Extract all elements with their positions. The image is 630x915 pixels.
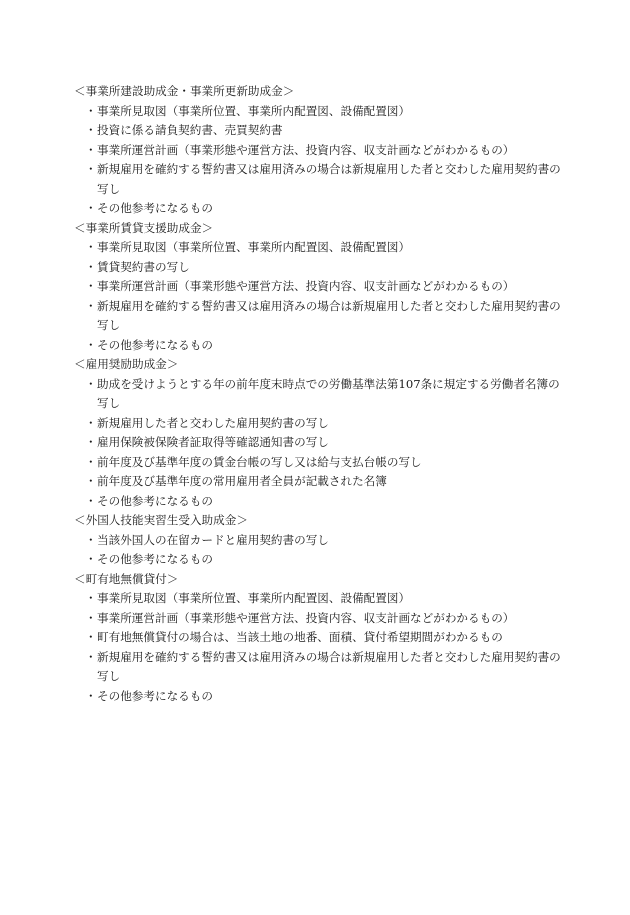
item-text: その他参考になるもの [97,337,213,352]
item-text: 雇用保険被保険者証取得等確認通知書の写し [97,435,329,449]
document-page [74,82,564,706]
list-item [74,472,564,492]
list-item [74,277,564,297]
requirements-list [74,531,564,570]
list-item [74,492,564,512]
bullet: ・ [85,454,97,469]
item-text: その他参考になるもの [97,493,213,508]
list-item [74,102,564,122]
section-rental-subsidy [74,219,564,356]
item-text: その他参考になるもの [97,201,213,215]
list-item [74,648,564,687]
bullet: ・ [85,552,97,566]
requirements-list [74,102,564,219]
item-text: 当該外国人の在留カードと雇用契約書の写し [97,532,329,547]
list-item [74,258,564,278]
section-heading: ＜雇用奨励助成金＞ [74,357,179,371]
list-item [74,141,564,161]
bullet: ・ [85,532,97,547]
item-text: 事業所見取図（事業所位置、事業所内配置図、設備配置図） [97,103,411,118]
section-employment-subsidy [74,355,564,511]
section-heading: ＜町有地無償貸付＞ [74,571,179,586]
bullet: ・ [85,279,97,293]
list-item [74,687,564,707]
bullet: ・ [85,435,97,449]
item-text: 事業所見取図（事業所位置、事業所内配置図、設備配置図） [97,240,411,254]
list-item [74,297,564,336]
item-text: 賃貸契約書の写し [97,259,190,274]
list-item [74,453,564,473]
item-text: 助成を受けようとする年の前年度末時点での労働基準法第107条に規定する労働者名簿の写し [97,376,560,410]
bullet: ・ [85,298,97,313]
item-text: 前年度及び基準年度の常用雇用者全員が記載された名簿 [97,474,387,488]
list-item [74,414,564,434]
item-text: その他参考になるもの [97,688,213,703]
bullet: ・ [85,415,97,430]
bullet: ・ [85,474,97,488]
bullet: ・ [85,591,97,605]
item-text: 事業所運営計画（事業形態や運営方法、投資内容、収支計画などがわかるもの） [97,279,515,293]
list-item [74,336,564,356]
bullet: ・ [85,610,97,625]
section-heading: ＜事業所建設助成金・事業所更新助成金＞ [74,84,295,98]
bullet: ・ [85,201,97,215]
bullet: ・ [85,123,97,137]
item-text: 新規雇用した者と交わした雇用契約書の写し [97,415,329,430]
bullet: ・ [85,103,97,118]
item-text: 町有地無償貸付の場合は、当該土地の地番、面積、貸付希望期間がわかるもの [97,630,503,644]
section-heading: ＜事業所賃貸支援助成金＞ [74,220,214,235]
bullet: ・ [85,337,97,352]
requirements-list [74,375,564,512]
bullet: ・ [85,376,97,391]
item-text: 事業所見取図（事業所位置、事業所内配置図、設備配置図） [97,591,411,605]
item-text: 新規雇用を確約する誓約書又は雇用済みの場合は新規雇用した者と交わした雇用契約書の写し [97,298,561,332]
item-text: 事業所運営計画（事業形態や運営方法、投資内容、収支計画などがわかるもの） [97,610,515,625]
list-item [74,199,564,219]
bullet: ・ [85,630,97,644]
section-trainee-subsidy [74,511,564,570]
list-item [74,160,564,199]
item-text: 事業所運営計画（事業形態や運営方法、投資内容、収支計画などがわかるもの） [97,142,515,157]
section-heading: ＜外国人技能実習生受入助成金＞ [74,513,248,527]
item-text: その他参考になるもの [97,552,213,566]
section-building-subsidy [74,82,564,219]
requirements-list [74,589,564,706]
bullet: ・ [85,240,97,254]
list-item [74,433,564,453]
bullet: ・ [85,493,97,508]
item-text: 新規雇用を確約する誓約書又は雇用済みの場合は新規雇用した者と交わした雇用契約書の写し [97,162,561,196]
list-item [74,628,564,648]
list-item [74,589,564,609]
list-item [74,375,564,414]
item-text: 投資に係る請負契約書、売買契約書 [97,123,283,137]
list-item [74,531,564,551]
section-land-loan [74,570,564,707]
list-item [74,121,564,141]
bullet: ・ [85,142,97,157]
bullet: ・ [85,162,97,176]
list-item [74,238,564,258]
bullet: ・ [85,259,97,274]
requirements-list [74,238,564,355]
item-text: 新規雇用を確約する誓約書又は雇用済みの場合は新規雇用した者と交わした雇用契約書の写し [97,649,561,683]
bullet: ・ [85,688,97,703]
list-item [74,550,564,570]
list-item [74,609,564,629]
bullet: ・ [85,649,97,664]
item-text: 前年度及び基準年度の賃金台帳の写し又は給与支払台帳の写し [97,454,422,469]
